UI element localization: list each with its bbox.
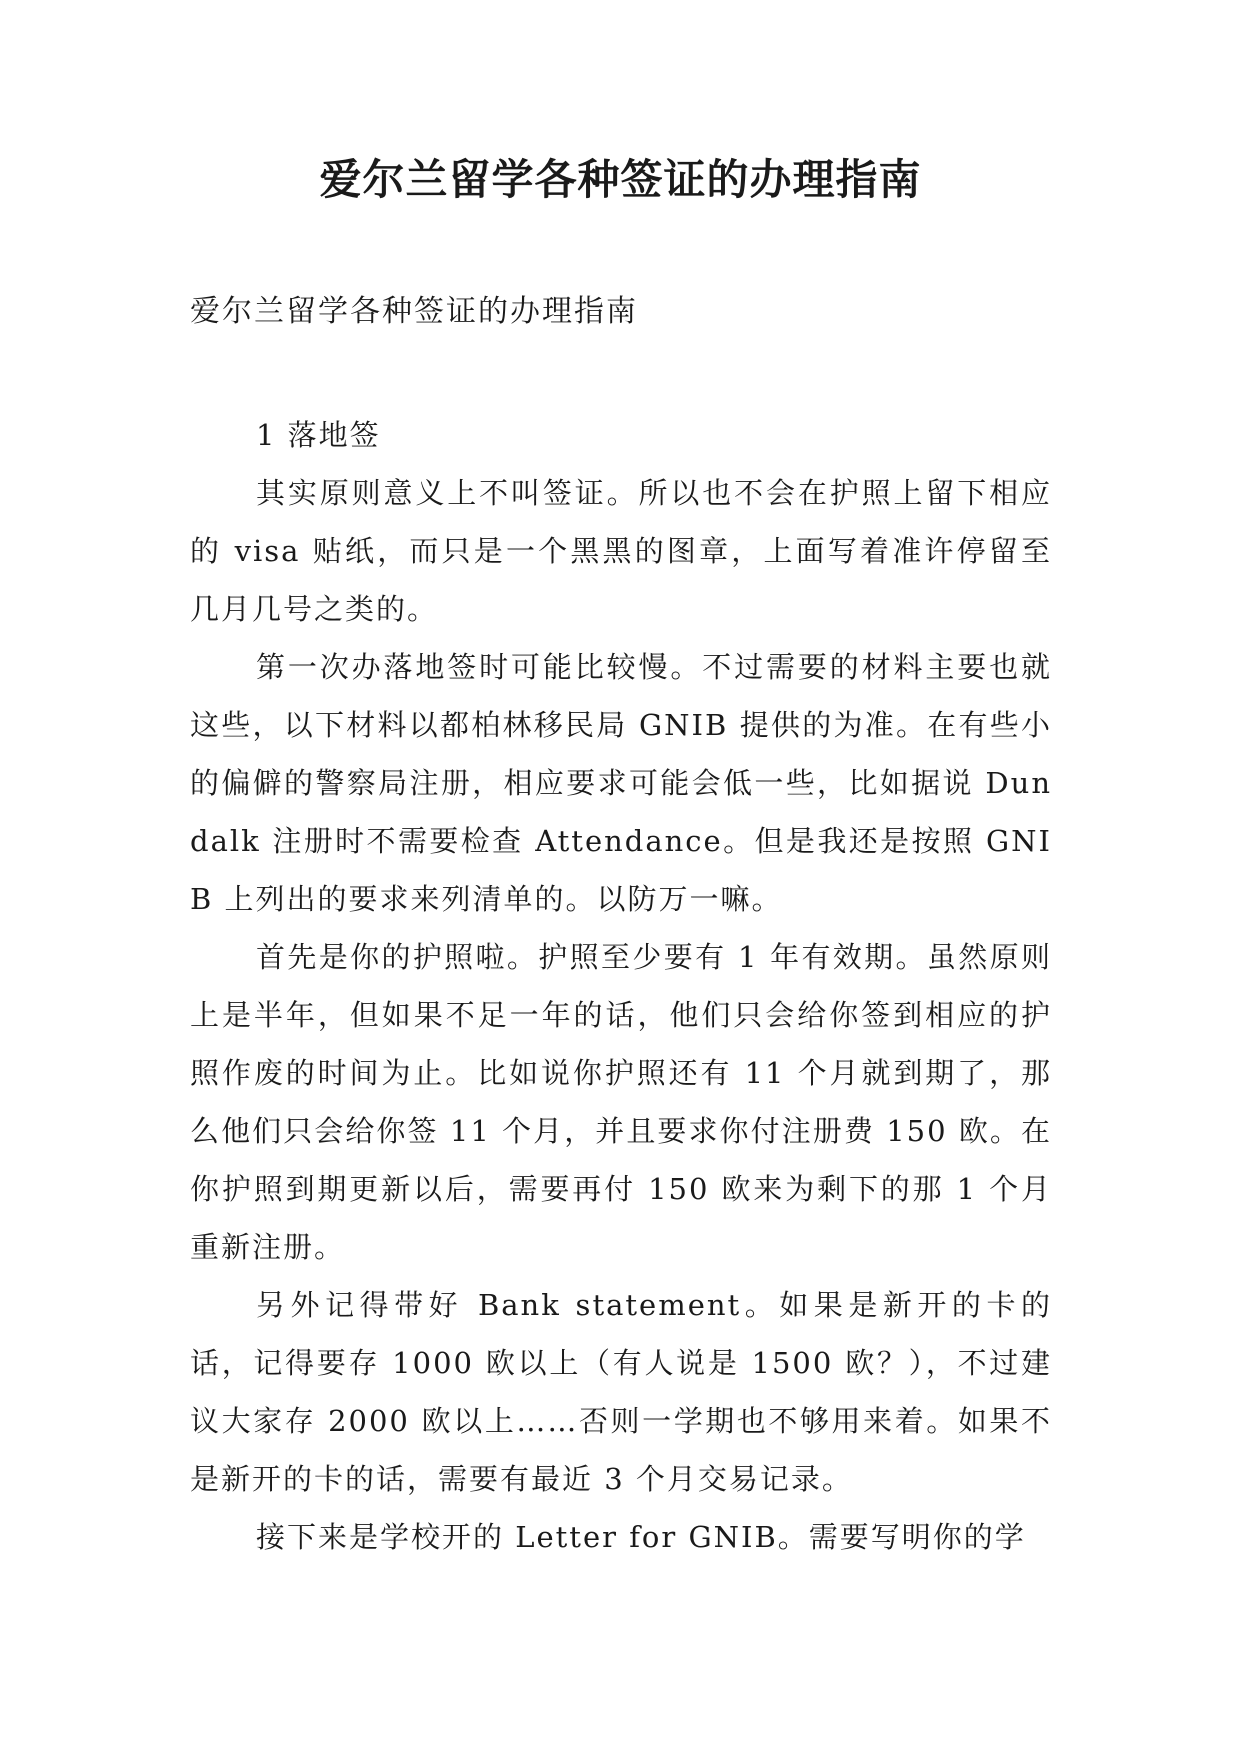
section-heading-landing-visa: 1 落地签 xyxy=(256,418,381,452)
document-subtitle: 爱尔兰留学各种签证的办理指南 xyxy=(190,294,638,329)
paragraph: 首先是你的护照啦。护照至少要有 1 年有效期。虽然原则上是半年，但如果不足一年的话，他们只会给你签到相应的护照作废的时间为止。比如说你护照还有 11 个月就到期了，那么他们只会给你签 11 个月，并且要求你付注册费 150 欧。在你护照到期更新以后，需要再付 150 欧来为剩下的那 1 个月重新注册。 xyxy=(190,940,1052,1264)
paragraph: 另外记得带好 Bank statement。如果是新开的卡的话，记得要存 1000 欧以上（有人说是 1500 欧？），不过建议大家存 2000 欧以上……否则一学期也不够用来着。如果不是新开的卡的话，需要有最近 3 个月交易记录。 xyxy=(190,1288,1052,1496)
paragraph: 接下来是学校开的 Letter for GNIB。需要写明你的学 xyxy=(256,1520,1026,1554)
document-title: 爱尔兰留学各种签证的办理指南 xyxy=(319,155,922,204)
paragraph: 其实原则意义上不叫签证。所以也不会在护照上留下相应的 visa 贴纸，而只是一个黑黑的图章，上面写着准许停留至几月几号之类的。 xyxy=(190,476,1052,626)
document-body xyxy=(190,406,1052,1566)
paragraph: 第一次办落地签时可能比较慢。不过需要的材料主要也就这些，以下材料以都柏林移民局 GNIB 提供的为准。在有些小的偏僻的警察局注册，相应要求可能会低一些，比如据说 Dundalk 注册时不需要检查 Attendance。但是我还是按照 GNIB 上列出的要求来列清单的。以防万一嘛。 xyxy=(190,650,1052,916)
